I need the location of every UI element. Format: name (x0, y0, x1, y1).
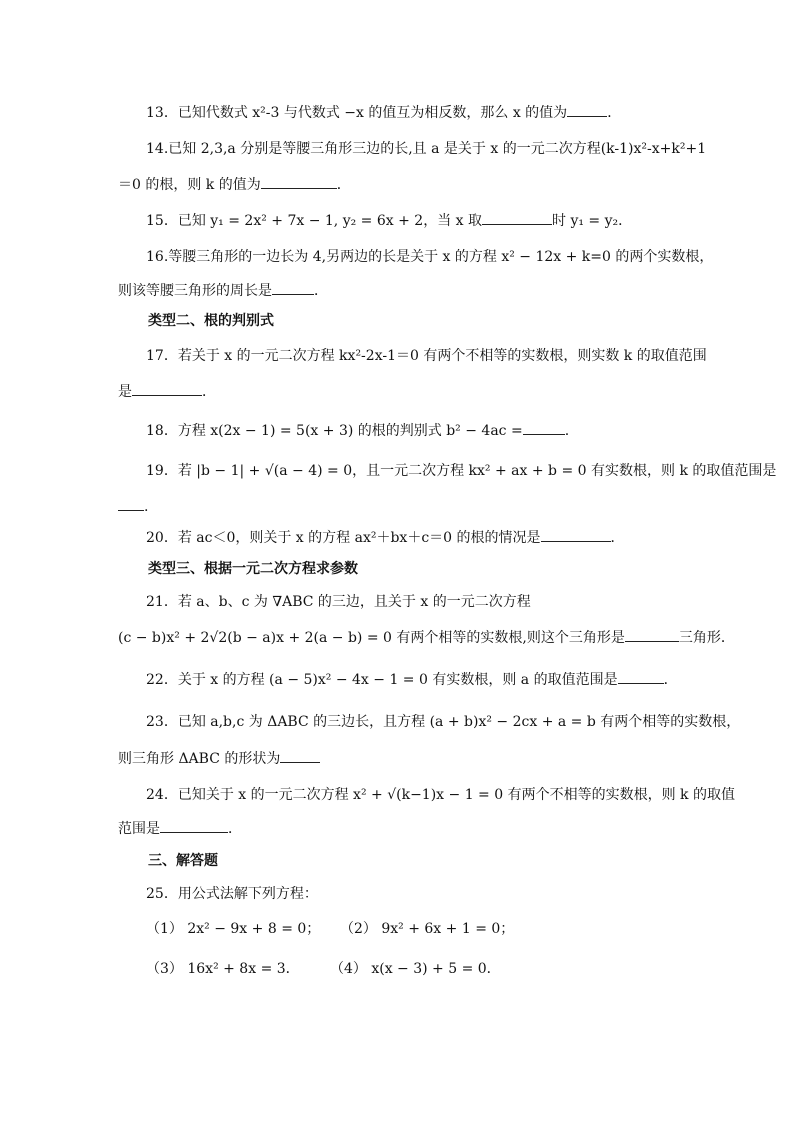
question-25: 25．用公式法解下列方程： (146, 886, 318, 902)
question-25-part-2: （2） 9x² + 6x + 1 = 0； (340, 921, 515, 937)
question-19-line-2: . (118, 496, 678, 518)
answer-blank[interactable] (541, 527, 611, 542)
question-24-line-1: 24．已知关于 x 的一元二次方程 x² + √(k−1)x − 1 = 0 有两个不相等的实数根，则 k 的取值 (146, 787, 735, 803)
question-17-line-2: 是 ． (118, 381, 678, 403)
question-23-line-2: 则三角形 ΔABC 的形状为 (118, 748, 678, 770)
question-23-line-1: 23．已知 a,b,c 为 ΔABC 的三边长，且方程 (a + b)x² − 2cx + a = b 有两个相等的实数根， (146, 714, 741, 730)
question-13: 13．已知代数式 x²-3 与代数式 −x 的值互为相反数，那么 x 的值为 ． (146, 102, 706, 124)
question-25-part-1: （1） 2x² − 9x + 8 = 0； (146, 921, 321, 937)
question-20: 20．若 ac＜0，则关于 x 的方程 ax²＋bx＋c＝0 的根的情况是 ． (146, 527, 706, 549)
answer-blank[interactable] (280, 748, 320, 763)
question-19-line-1: 19．若 |b − 1| + √(a − 4) = 0，且一元二次方程 kx² + ax + b = 0 有实数根，则 k 的取值范围是 (146, 463, 777, 479)
answer-blank[interactable] (272, 280, 314, 295)
question-25-part-4: （4） x(x − 3) + 5 = 0． (330, 961, 501, 977)
question-17-line-1: 17．若关于 x 的一元二次方程 kx²-2x-1＝0 有两个不相等的实数根，则实数 k 的取值范围 (146, 348, 707, 364)
section-heading-type-2: 类型二、根的判别式 (148, 313, 274, 329)
question-14-line-2: ＝0 的根，则 k 的值为 ． (118, 174, 678, 196)
answer-blank[interactable] (132, 381, 202, 396)
question-16-line-1: 16.等腰三角形的一边长为 4,另两边的长是关于 x 的方程 x² − 12x + k=0 的两个实数根， (146, 249, 714, 265)
question-14-line-1: 14.已知 2,3,a 分别是等腰三角形三边的长,且 a 是关于 x 的一元二次方程(k-1)x²-x+k²+1 (146, 141, 707, 157)
section-heading-solutions: 三、解答题 (148, 853, 218, 869)
answer-blank[interactable] (160, 818, 228, 833)
answer-blank[interactable] (625, 627, 679, 642)
question-21-line-2: (c − b)x² + 2√2(b − a)x + 2(a − b) = 0 有两个相等的实数根,则这个三角形是 三角形． (118, 627, 678, 649)
section-heading-type-3: 类型三、根据一元二次方程求参数 (148, 561, 358, 577)
answer-blank[interactable] (567, 102, 607, 117)
question-21-line-1: 21．若 a、b、c 为 ∇ABC 的三边，且关于 x 的一元二次方程 (146, 594, 531, 610)
answer-blank[interactable] (523, 420, 565, 435)
answer-blank[interactable] (118, 496, 144, 511)
answer-blank[interactable] (261, 174, 337, 189)
question-22: 22．关于 x 的方程 (a − 5)x² − 4x − 1 = 0 有实数根，则 a 的取值范围是 ． (146, 669, 706, 691)
answer-blank[interactable] (618, 669, 664, 684)
question-25-part-3: （3） 16x² + 8x = 3． (146, 961, 300, 977)
question-15: 15．已知 y₁ = 2x² + 7x − 1, y₂ = 6x + 2，当 x 取 时 y₁ = y₂． (146, 210, 706, 232)
question-24-line-2: 范围是 ． (118, 818, 678, 840)
answer-blank[interactable] (482, 210, 552, 225)
question-16-line-2: 则该等腰三角形的周长是 ． (118, 280, 678, 302)
question-18: 18．方程 x(2x − 1) = 5(x + 3) 的根的判别式 b² − 4ac = . (146, 420, 706, 442)
